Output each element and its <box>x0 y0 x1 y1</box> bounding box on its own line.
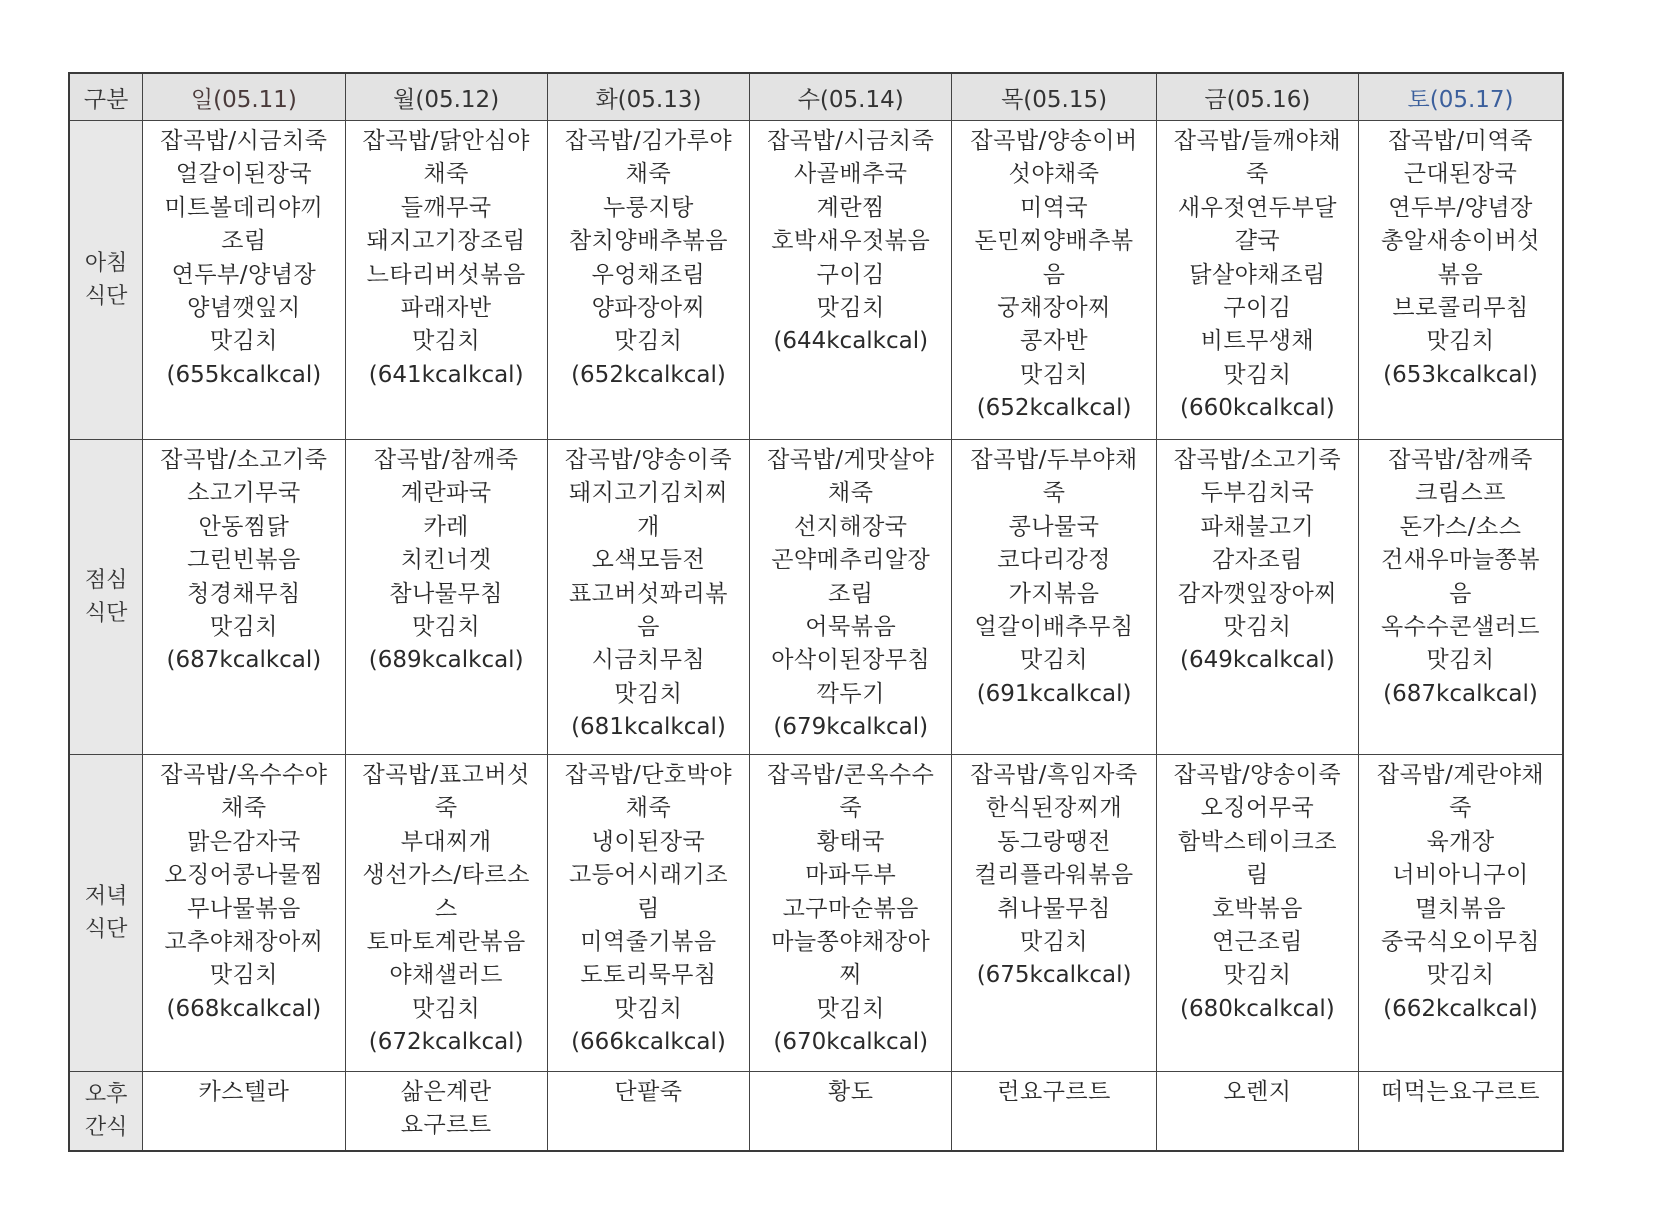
menu-item: 닭살야채조림 <box>1189 261 1326 288</box>
menu-item: 중국식오이무침 <box>1381 929 1541 956</box>
menu-item: 곤약메추리알장 <box>771 547 931 574</box>
menu-item: 육개장 <box>1426 828 1495 855</box>
menu-item: 미역줄기볶음 <box>580 929 717 956</box>
menu-item: 스 <box>434 895 458 922</box>
menu-item: 잡곡밥/김가루야 <box>564 128 733 154</box>
menu-item: 생선가스/타르소 <box>362 862 530 889</box>
snack-row <box>69 1072 1563 1152</box>
breakfast-label <box>69 121 143 440</box>
snack-cell-mon <box>345 1072 547 1152</box>
menu-item: 오렌지 <box>1223 1079 1292 1105</box>
menu-item: (691kcalkcal) <box>976 680 1132 707</box>
menu-item: (641kcalkcal) <box>368 361 524 388</box>
menu-item: 잡곡밥/참깨죽 <box>373 447 519 473</box>
menu-item: 구이김 <box>816 261 885 288</box>
menu-item: 오징어콩나물찜 <box>164 862 324 889</box>
menu-item: (660kcalkcal) <box>1180 395 1335 422</box>
menu-item: 멸치볶음 <box>1415 895 1506 922</box>
dinner-row <box>69 755 1563 1072</box>
menu-item: (668kcalkcal) <box>166 995 322 1022</box>
menu-item: 섯야채죽 <box>1008 161 1100 188</box>
menu-item: 두부김치국 <box>1200 480 1315 507</box>
day-header-tue: 화(05.13) <box>547 73 749 121</box>
menu-item: 청경채무침 <box>187 580 301 607</box>
menu-item: 취나물무침 <box>997 895 1111 922</box>
snack-label-line1: 오후 <box>84 1082 128 1107</box>
menu-item: 맛김치 <box>816 995 885 1022</box>
lunch-cell-sat <box>1359 440 1563 755</box>
menu-item: (670kcalkcal) <box>773 1029 929 1056</box>
menu-item: 잡곡밥/계란야채 <box>1376 762 1545 788</box>
menu-item: 카레 <box>423 513 469 540</box>
menu-item: 잡곡밥/소고기죽 <box>160 447 328 473</box>
menu-item: 얼갈이배추무침 <box>974 614 1134 641</box>
menu-item: (687kcalkcal) <box>1383 680 1538 707</box>
breakfast-row <box>69 121 1563 440</box>
menu-item: 채죽 <box>221 795 267 822</box>
menu-item: 요구르트 <box>400 1112 492 1139</box>
menu-item: 감자조림 <box>1211 547 1303 574</box>
menu-item: 잡곡밥/시금치죽 <box>160 128 328 154</box>
menu-item: (666kcalkcal) <box>571 1029 726 1056</box>
menu-item: 맛김치 <box>614 995 683 1022</box>
lunch-cell-tue <box>547 440 749 755</box>
menu-item: 소고기무국 <box>187 480 301 507</box>
lunch-cell-thu <box>952 440 1156 755</box>
breakfast-label-line1: 아침 <box>84 251 128 276</box>
menu-item: 얼갈이된장국 <box>175 161 313 188</box>
menu-item: 감자깻잎장아찌 <box>1177 580 1337 607</box>
dinner-cell-sat <box>1359 755 1563 1072</box>
menu-item: 잡곡밥/양송이죽 <box>564 447 733 473</box>
menu-item: 비트무생채 <box>1200 328 1315 355</box>
menu-item: 죽 <box>1042 480 1066 507</box>
menu-item: 맛김치 <box>614 328 683 355</box>
menu-item: 림 <box>1246 862 1269 889</box>
menu-item: 옥수수콘샐러드 <box>1381 614 1541 641</box>
menu-item: 고등어시래기조 <box>568 862 728 889</box>
menu-item: 마파두부 <box>805 862 897 889</box>
menu-item: 고구마순볶음 <box>782 895 919 922</box>
snack-cell-fri <box>1156 1072 1358 1152</box>
menu-item: 맛김치 <box>1019 647 1089 674</box>
lunch-cell-fri <box>1156 440 1358 755</box>
menu-item: 양파장아찌 <box>591 295 706 322</box>
menu-item: 조림 <box>221 228 267 255</box>
dinner-label-line1: 저녁 <box>84 884 128 909</box>
menu-item: 잡곡밥/들깨야채 <box>1173 128 1342 154</box>
dinner-label <box>69 755 143 1072</box>
dinner-cell-mon <box>345 755 547 1072</box>
menu-item: 잡곡밥/참깨죽 <box>1388 447 1533 473</box>
menu-item: 어묵볶음 <box>805 614 897 641</box>
menu-item: 죽 <box>1246 161 1269 188</box>
menu-item: 개 <box>637 513 660 540</box>
menu-item: (681kcalkcal) <box>571 714 726 741</box>
menu-item: 맛김치 <box>1019 929 1089 956</box>
menu-item: 잡곡밥/닭안심야 <box>362 128 530 154</box>
menu-item: 궁채장아찌 <box>997 295 1111 322</box>
menu-item: 새우젓연두부달 <box>1177 194 1337 221</box>
menu-item: (649kcalkcal) <box>1180 647 1335 674</box>
menu-item: 호박볶음 <box>1211 895 1303 922</box>
menu-item: 들깨무국 <box>400 194 492 221</box>
breakfast-cell-fri <box>1156 121 1358 440</box>
menu-item: 맛김치 <box>209 328 278 355</box>
menu-item: 황태국 <box>816 828 885 855</box>
menu-item: 맛김치 <box>816 295 885 322</box>
menu-item: 콩자반 <box>1019 328 1089 355</box>
breakfast-cell-tue <box>547 121 749 440</box>
menu-item: 건새우마늘쫑볶 <box>1381 547 1541 574</box>
menu-item: 근대된장국 <box>1403 161 1518 188</box>
menu-item: 조림 <box>828 580 874 607</box>
menu-item: 사골배추국 <box>793 161 908 188</box>
breakfast-label-line2: 식단 <box>84 284 128 309</box>
menu-item: 동그랑땡전 <box>997 828 1111 855</box>
menu-item: 잡곡밥/소고기죽 <box>1173 447 1342 473</box>
day-header-fri: 금(05.16) <box>1156 73 1358 121</box>
menu-item: 선지해장국 <box>793 513 908 540</box>
menu-item: 함박스테이크조 <box>1177 828 1337 855</box>
menu-item: 가지볶음 <box>1008 580 1100 607</box>
menu-item: (675kcalkcal) <box>976 962 1132 989</box>
menu-item: 치킨너겟 <box>400 547 492 574</box>
menu-item: (689kcalkcal) <box>368 647 524 674</box>
menu-item: 맛김치 <box>209 962 278 989</box>
corner-header: 구분 <box>69 73 143 121</box>
menu-item: 황도 <box>828 1079 874 1105</box>
menu-item: (662kcalkcal) <box>1383 995 1538 1022</box>
menu-item: 맛김치 <box>1426 962 1495 989</box>
menu-item: 참나물무침 <box>389 580 503 607</box>
menu-item: 맛김치 <box>1223 614 1292 641</box>
menu-item: 한식된장찌개 <box>985 795 1123 822</box>
breakfast-cell-sat <box>1359 121 1563 440</box>
menu-item: 표고버섯꽈리볶 <box>568 580 728 607</box>
menu-item: 맛김치 <box>1223 361 1292 388</box>
menu-item: 잡곡밥/미역죽 <box>1388 128 1533 154</box>
menu-item: 오색모듬전 <box>591 547 706 574</box>
menu-item: 잡곡밥/표고버섯 <box>362 762 530 788</box>
menu-item: (652kcalkcal) <box>571 361 726 388</box>
menu-item: 너비아니구이 <box>1392 862 1529 889</box>
menu-item: 양념깻잎지 <box>187 295 301 322</box>
menu-item: 맛김치 <box>1426 647 1495 674</box>
menu-item: 계란찜 <box>816 194 885 221</box>
menu-item: 냉이된장국 <box>591 828 706 855</box>
menu-item: 참치양배추볶음 <box>568 228 728 255</box>
menu-item: 채죽 <box>625 161 672 188</box>
menu-item: (655kcalkcal) <box>166 361 322 388</box>
menu-item: 오징어무국 <box>1200 795 1315 822</box>
menu-item: 잡곡밥/옥수수야 <box>160 762 328 788</box>
menu-item: 런요구르트 <box>997 1079 1111 1105</box>
menu-item: 도토리묵무침 <box>580 962 717 989</box>
menu-item: 맛김치 <box>412 995 481 1022</box>
lunch-cell-wed <box>750 440 952 755</box>
weekly-menu-table <box>68 72 1564 1152</box>
menu-item: 미역국 <box>1019 194 1089 221</box>
breakfast-cell-wed <box>750 121 952 440</box>
menu-item: 돈민찌양배추볶 <box>974 228 1134 255</box>
menu-item: 잡곡밥/게맛살야 <box>767 447 935 473</box>
menu-item: 단팥죽 <box>614 1079 683 1105</box>
menu-item: 연두부/양념장 <box>1388 194 1533 221</box>
snack-cell-tue <box>547 1072 749 1152</box>
menu-item: 잡곡밥/콘옥수수 <box>767 762 935 788</box>
menu-item: 컬리플라워볶음 <box>974 862 1134 889</box>
menu-item: 잡곡밥/흑임자죽 <box>970 762 1138 788</box>
menu-item: 누룽지탕 <box>603 194 694 221</box>
menu-item: (680kcalkcal) <box>1180 995 1335 1022</box>
menu-item: 걀국 <box>1234 228 1281 255</box>
lunch-row <box>69 440 1563 755</box>
menu-item: 총알새송이버섯 <box>1381 228 1541 255</box>
breakfast-cell-sun <box>143 121 345 440</box>
menu-item: 시금치무침 <box>591 647 706 674</box>
header-row <box>69 73 1563 121</box>
menu-item: 음 <box>1042 261 1066 288</box>
breakfast-cell-mon <box>345 121 547 440</box>
lunch-label-line1: 점심 <box>84 568 128 593</box>
menu-item: 미트볼데리야끼 <box>164 194 324 221</box>
menu-item: 우엉채조림 <box>591 261 706 288</box>
menu-item: 잡곡밥/양송이버 <box>970 128 1138 154</box>
menu-item: 맑은감자국 <box>187 828 301 855</box>
menu-item: 채죽 <box>423 161 469 188</box>
dinner-cell-fri <box>1156 755 1358 1072</box>
dinner-cell-thu <box>952 755 1156 1072</box>
menu-item: (672kcalkcal) <box>368 1029 524 1056</box>
snack-label <box>69 1072 143 1152</box>
menu-item: 잡곡밥/단호박야 <box>564 762 733 788</box>
menu-item: 림 <box>637 895 660 922</box>
menu-item: (653kcalkcal) <box>1383 361 1538 388</box>
snack-label-line2: 간식 <box>84 1115 128 1140</box>
menu-item: 잡곡밥/양송이죽 <box>1173 762 1342 788</box>
menu-item: (652kcalkcal) <box>976 395 1132 422</box>
menu-item: 죽 <box>1449 795 1472 822</box>
menu-item: 맛김치 <box>1223 962 1292 989</box>
menu-item: 죽 <box>434 795 458 822</box>
snack-cell-wed <box>750 1072 952 1152</box>
lunch-label <box>69 440 143 755</box>
day-header-wed: 수(05.14) <box>750 73 952 121</box>
day-header-sat: 토(05.17) <box>1359 73 1563 121</box>
dinner-cell-tue <box>547 755 749 1072</box>
menu-item: 부대찌개 <box>400 828 492 855</box>
day-header-thu: 목(05.15) <box>952 73 1156 121</box>
menu-item: 잡곡밥/시금치죽 <box>767 128 935 154</box>
menu-item: 코다리강정 <box>997 547 1111 574</box>
menu-item: 맛김치 <box>614 680 683 707</box>
menu-item: 콩나물국 <box>1008 513 1100 540</box>
menu-item: 맛김치 <box>412 614 481 641</box>
snack-cell-sat <box>1359 1072 1563 1152</box>
day-header-sun: 일(05.11) <box>143 73 345 121</box>
menu-item: 채죽 <box>625 795 672 822</box>
menu-item: 찌 <box>839 962 863 989</box>
menu-item: 고추야채장아찌 <box>164 929 324 956</box>
menu-item: 음 <box>1449 580 1472 607</box>
menu-item: 연근조림 <box>1211 929 1303 956</box>
menu-item: 야채샐러드 <box>389 962 503 989</box>
menu-item: 음 <box>637 614 660 641</box>
breakfast-cell-thu <box>952 121 1156 440</box>
menu-item: 떠먹는요구르트 <box>1381 1079 1541 1105</box>
menu-item: 돼지고기장조림 <box>366 228 526 255</box>
menu-item: 파래자반 <box>400 295 492 322</box>
menu-item: 느타리버섯볶음 <box>366 261 526 288</box>
menu-item: 삶은계란 <box>400 1079 492 1105</box>
dinner-cell-wed <box>750 755 952 1072</box>
menu-item: 브로콜리무침 <box>1392 295 1529 322</box>
menu-item: 카스텔라 <box>198 1079 290 1105</box>
menu-item: 안동찜닭 <box>198 513 290 540</box>
menu-item: 토마토계란볶음 <box>366 929 526 956</box>
snack-cell-thu <box>952 1072 1156 1152</box>
lunch-cell-sun <box>143 440 345 755</box>
menu-item: 맛김치 <box>1019 361 1089 388</box>
menu-item: 돈가스/소스 <box>1399 513 1522 540</box>
day-header-mon: 월(05.12) <box>345 73 547 121</box>
menu-item: 맛김치 <box>412 328 481 355</box>
menu-item: 죽 <box>839 795 863 822</box>
menu-item: 볶음 <box>1437 261 1484 288</box>
menu-item: 잡곡밥/두부야채 <box>970 447 1138 473</box>
menu-item: 호박새우젓볶음 <box>771 228 931 255</box>
menu-item: 마늘쫑야채장아 <box>771 929 931 956</box>
menu-item: 아삭이된장무침 <box>771 647 931 674</box>
menu-item: 구이김 <box>1223 295 1292 322</box>
lunch-label-line2: 식단 <box>84 601 128 626</box>
menu-item: 채죽 <box>828 480 874 507</box>
snack-cell-sun <box>143 1072 345 1152</box>
menu-item: 맛김치 <box>1426 328 1495 355</box>
dinner-cell-sun <box>143 755 345 1072</box>
menu-item: (679kcalkcal) <box>773 714 929 741</box>
menu-item: 계란파국 <box>400 480 492 507</box>
lunch-cell-mon <box>345 440 547 755</box>
menu-item: (687kcalkcal) <box>166 647 322 674</box>
menu-item: (644kcalkcal) <box>773 328 929 355</box>
menu-item: 무나물볶음 <box>187 895 301 922</box>
menu-item: 돼지고기김치찌 <box>568 480 728 507</box>
dinner-label-line2: 식단 <box>84 917 128 942</box>
menu-item: 깍두기 <box>816 680 885 707</box>
menu-item: 크림스프 <box>1415 480 1506 507</box>
menu-item: 맛김치 <box>209 614 278 641</box>
menu-item: 파채불고기 <box>1200 513 1315 540</box>
menu-item: 그린빈볶음 <box>187 547 301 574</box>
menu-item: 연두부/양념장 <box>171 261 317 288</box>
